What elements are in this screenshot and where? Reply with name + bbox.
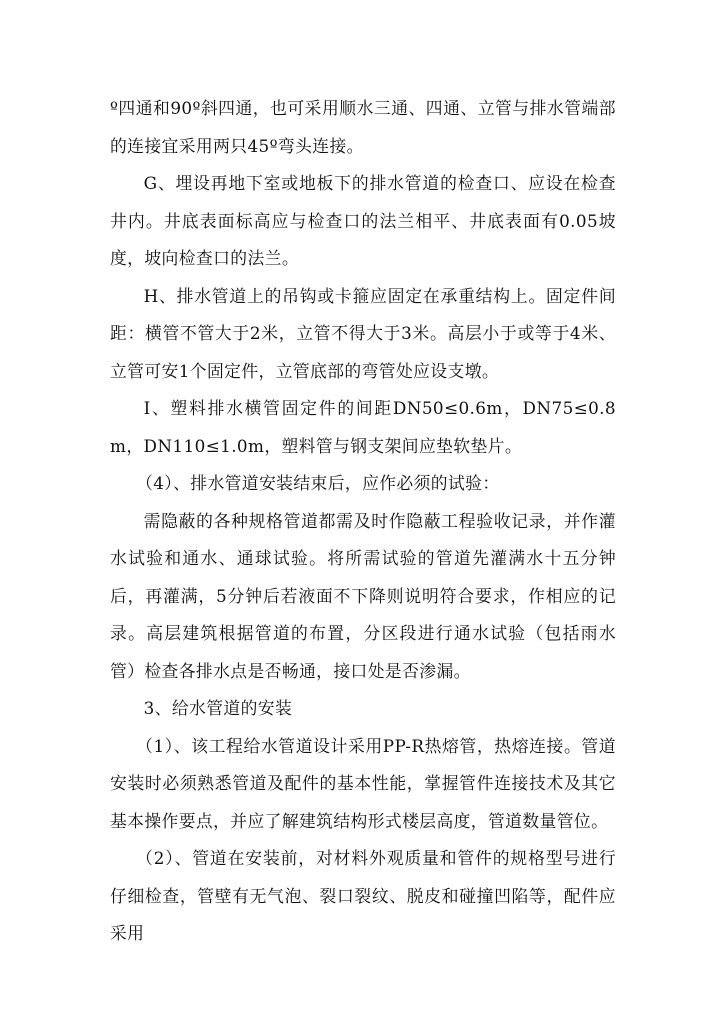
paragraph-subheading-2: （2）、管道在安装前，对材料外观质量和管件的规格型号进行仔细检查，管壁有无气泡、裂口裂纹、脱皮和碰撞凹陷等，配件应采用 [110, 848, 616, 943]
paragraph-subheading-4: （4）、排水管道安装结束后，应作必须的试验： [136, 473, 500, 493]
paragraph-item-i: I、塑料排水横管固定件的间距DN50≤0.6m，DN75≤0.8m，DN110≤1.0m，塑料管与钢支架间应垫软垫片。 [110, 398, 616, 456]
paragraph-continuation: º四通和90º斜四通，也可采用顺水三通、四通、立管与排水管端部的连接宜采用两只45º弯头连接。 [110, 98, 616, 156]
paragraph-item-g: G、埋设再地下室或地板下的排水管道的检查口、应设在检查井内。井底表面标高应与检查口的法兰相平、井底表面有0.05坡度，坡向检查口的法兰。 [110, 173, 616, 268]
section-heading-water-supply: 3、给水管道的安装 [143, 698, 293, 718]
paragraph-item-h: H、排水管道上的吊钩或卡箍应固定在承重结构上。固定件间距：横管不管大于2米，立管不得大于3米。高层小于或等于4米、立管可安1个固定件，立管底部的弯管处应设支墩。 [110, 285, 616, 381]
paragraph-test-description: 需隐蔽的各种规格管道都需及时作隐蔽工程验收记录，并作灌水试验和通水、通球试验。将所需试验的管道先灌满水十五分钟后，再灌满，5分钟后若液面不下降则说明符合要求，作相应的记录。高层建筑根据管道的布置，分区段进行通水试验（包括雨水管）检查各排水点是否畅通，接口处是否渗漏。 [110, 510, 616, 681]
paragraph-subheading-1: （1）、该工程给水管道设计采用PP-R热熔管，热熔连接。管道安装时必须熟悉管道及配件的基本性能，掌握管件连接技术及其它基本操作要点，并应了解建筑结构形式楼层高度，管道数量管位。 [110, 735, 616, 831]
